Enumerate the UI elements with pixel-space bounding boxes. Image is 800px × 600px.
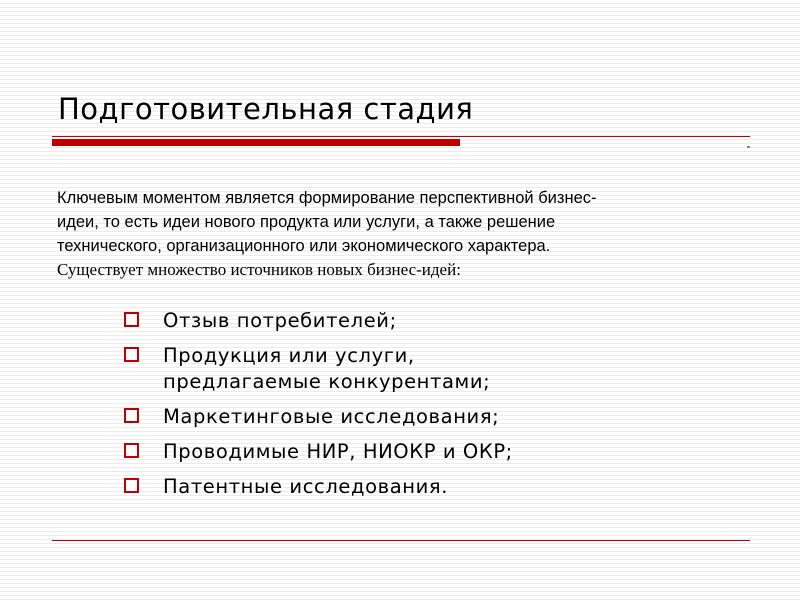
sources-list [124,308,684,509]
hollow-square-icon [124,408,139,423]
intro-line: технического, организационного или экономического характера. [57,237,551,255]
hollow-square-icon [124,347,139,362]
intro-paragraph [57,186,747,282]
list-item [124,474,684,500]
hollow-square-icon [124,443,139,458]
list-item [124,404,684,430]
bottom-rule [52,540,750,541]
list-item-text: Патентные исследования. [163,475,449,498]
list-item-text: Продукция или услуги, предлагаемые конкурентами; [163,344,491,393]
list-item [124,308,684,334]
title-underline [52,136,750,137]
list-item-text: Отзыв потребителей; [163,309,397,332]
intro-line: идеи, то есть идеи нового продукта или услуги, а также решение [57,213,556,231]
list-item [124,439,684,465]
slide-title: Подготовительная стадия [58,92,474,126]
intro-sources-line: Существует множество источников новых бизнес-идей: [57,260,461,279]
hollow-square-icon [124,312,139,327]
intro-line: Ключевым моментом является формирование перспективной бизнес- [57,189,597,207]
list-item [124,343,684,395]
hollow-square-icon [124,478,139,493]
decorative-tick [747,146,750,148]
title-accent-bar [52,139,460,146]
list-item-text: Проводимые НИР, НИОКР и ОКР; [163,440,513,463]
list-item-text: Маркетинговые исследования; [163,405,500,428]
